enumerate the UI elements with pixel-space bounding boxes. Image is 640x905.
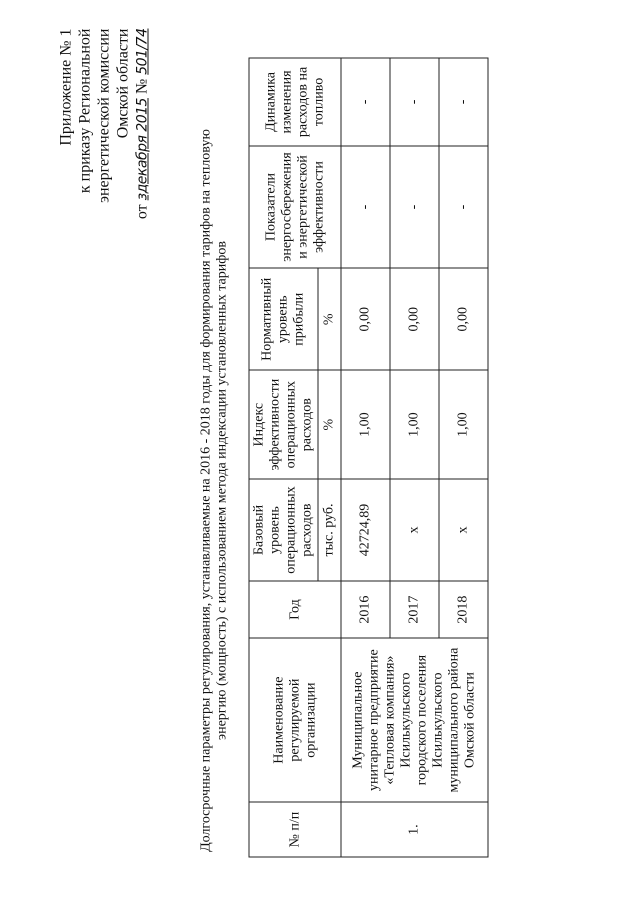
number-prefix: №: [133, 78, 150, 94]
cell-base: х: [390, 478, 439, 580]
appendix-line-4: Омской области: [114, 28, 131, 138]
cell-efficiency: -: [439, 145, 488, 267]
parameters-table: [248, 57, 488, 857]
heading-line-1: Долгосрочные параметры регулирования, устанавливаемые на 2016 - 2018 годы для формирования тарифов на тепловую: [198, 128, 213, 852]
cell-efficiency: -: [341, 145, 390, 267]
handwritten-number: 501/74: [134, 28, 150, 75]
cell-index: 1,00: [439, 370, 488, 478]
organization-name: Муниципальное унитарное предприятие «Тепловая компания» Исилькульского городского поселения Исилькульского муниципального района Омской области: [341, 637, 488, 801]
cell-fuel: -: [439, 58, 488, 146]
cell-efficiency: -: [390, 145, 439, 267]
row-number: 1.: [341, 802, 488, 857]
handwritten-date: здекабря 2015: [134, 97, 150, 200]
cell-fuel: -: [390, 58, 439, 146]
header-organization: Наименование регулируемой организации: [249, 637, 341, 801]
appendix-date-line: [132, 28, 152, 219]
header-efficiency-index: Индекс эффективности операционных расходов: [249, 370, 318, 478]
appendix-header: [56, 28, 152, 219]
cell-year: 2016: [341, 581, 390, 638]
header-energy-saving: Показатели энергосбережения и энергетической эффективности: [249, 145, 341, 267]
appendix-line-3: энергетической комиссии: [95, 28, 112, 203]
cell-profit: 0,00: [439, 268, 488, 370]
appendix-line-1: Приложение № 1: [57, 28, 74, 146]
cell-index: 1,00: [341, 370, 390, 478]
cell-profit: 0,00: [390, 268, 439, 370]
header-fuel-dynamics: Динамика изменения расходов на топливо: [249, 58, 341, 146]
cell-fuel: -: [341, 58, 390, 146]
appendix-line-2: к приказу Региональной: [76, 28, 93, 193]
unit-profit: %: [318, 268, 341, 370]
cell-base: 42724,89: [341, 478, 390, 580]
header-year: Год: [249, 581, 341, 638]
cell-profit: 0,00: [341, 268, 390, 370]
cell-base: х: [439, 478, 488, 580]
unit-base: тыс. руб.: [318, 478, 341, 580]
document-heading: [198, 105, 230, 875]
header-base-level: Базовый уровень операционных расходов: [249, 478, 318, 580]
unit-index: %: [318, 370, 341, 478]
cell-index: 1,00: [390, 370, 439, 478]
date-prefix: от: [133, 203, 150, 219]
cell-year: 2017: [390, 581, 439, 638]
table-header-row: [249, 58, 318, 857]
cell-year: 2018: [439, 581, 488, 638]
heading-line-2: энергию (мощность) с использованием метода индексации установленных тарифов: [214, 240, 229, 740]
table-row: [341, 58, 390, 857]
header-profit-level: Нормативный уровень прибыли: [249, 268, 318, 370]
header-number: № п/п: [249, 802, 341, 857]
